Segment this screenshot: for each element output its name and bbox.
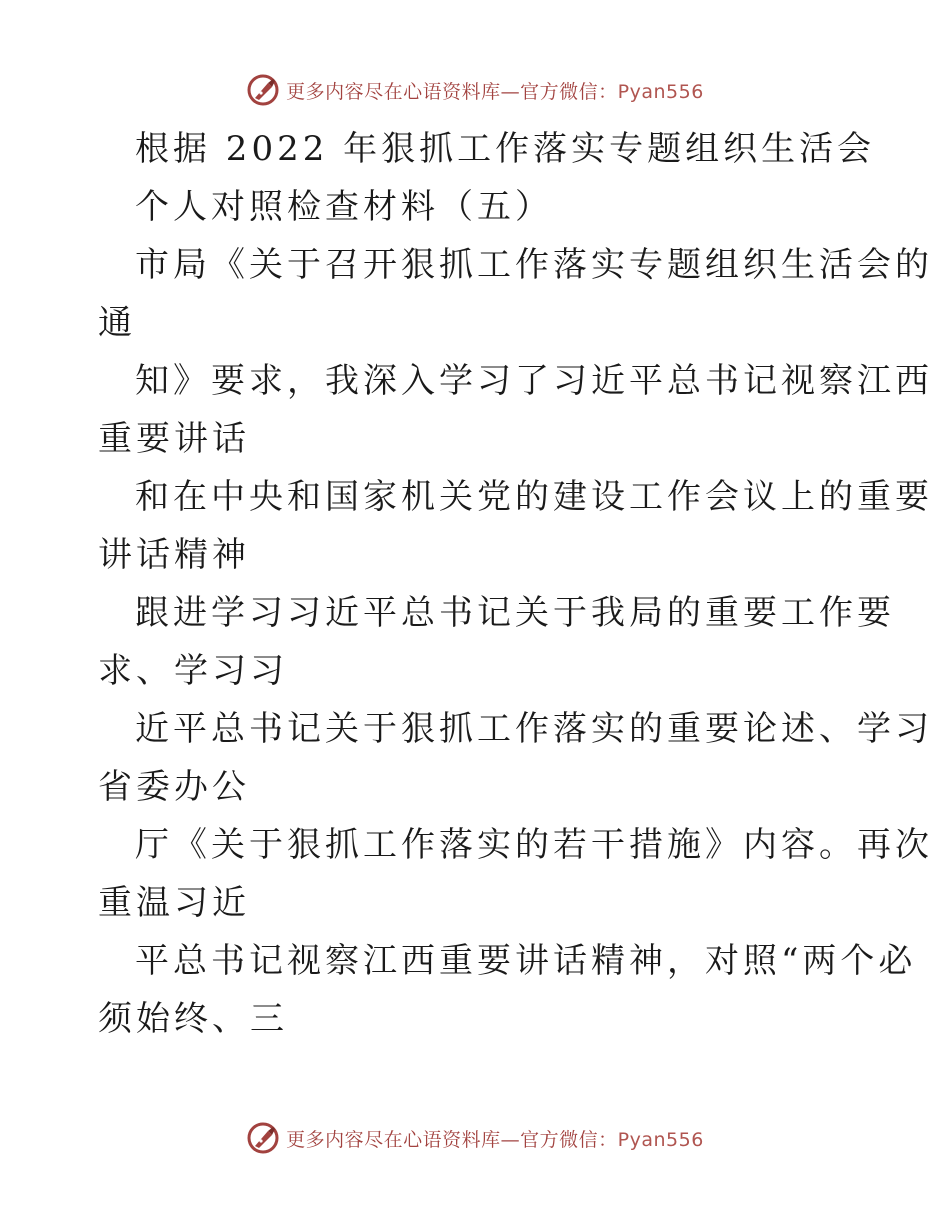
banner-wechat-handle: Pyan556 [617, 1128, 704, 1151]
doc-line: 近平总书记关于狠抓工作落实的重要论述、学习 [135, 709, 933, 749]
doc-line: 平总书记视察江西重要讲话精神，对照“两个必 [135, 941, 917, 981]
doc-line: 厅《关于狠抓工作落实的若干措施》内容。再次 [135, 825, 933, 865]
header-banner [0, 72, 950, 108]
doc-line: 须始终、三 [98, 999, 288, 1039]
doc-line: 重温习近 [98, 883, 250, 923]
doc-line: 省委办公 [98, 767, 250, 807]
doc-title-line-1: 根据 2022 年狠抓工作落实专题组织生活会 [135, 129, 876, 169]
footer-banner [0, 1120, 950, 1156]
doc-title-line-2: 个人对照检查材料（五） [135, 187, 553, 227]
doc-line: 和在中央和国家机关党的建设工作会议上的重要 [135, 477, 933, 517]
pen-nib-circle-icon [246, 73, 280, 107]
banner-text-main: 更多内容尽在心语资料库—官方微信： [286, 80, 618, 103]
pen-nib-circle-icon [246, 1121, 280, 1155]
doc-line: 重要讲话 [98, 419, 250, 459]
doc-line: 跟进学习习近平总书记关于我局的重要工作要 [135, 593, 895, 633]
doc-line: 知》要求，我深入学习了习近平总书记视察江西 [135, 361, 933, 401]
doc-line: 求、学习习 [98, 651, 288, 691]
banner-wechat-handle: Pyan556 [617, 80, 704, 103]
banner-content [246, 1121, 704, 1155]
doc-line: 通 [98, 303, 136, 343]
banner-content [246, 73, 704, 107]
banner-text-main: 更多内容尽在心语资料库—官方微信： [286, 1128, 618, 1151]
banner-text [286, 1125, 704, 1152]
banner-text [286, 77, 704, 104]
doc-line: 讲话精神 [98, 535, 250, 575]
doc-line: 市局《关于召开狠抓工作落实专题组织生活会的 [135, 245, 933, 285]
